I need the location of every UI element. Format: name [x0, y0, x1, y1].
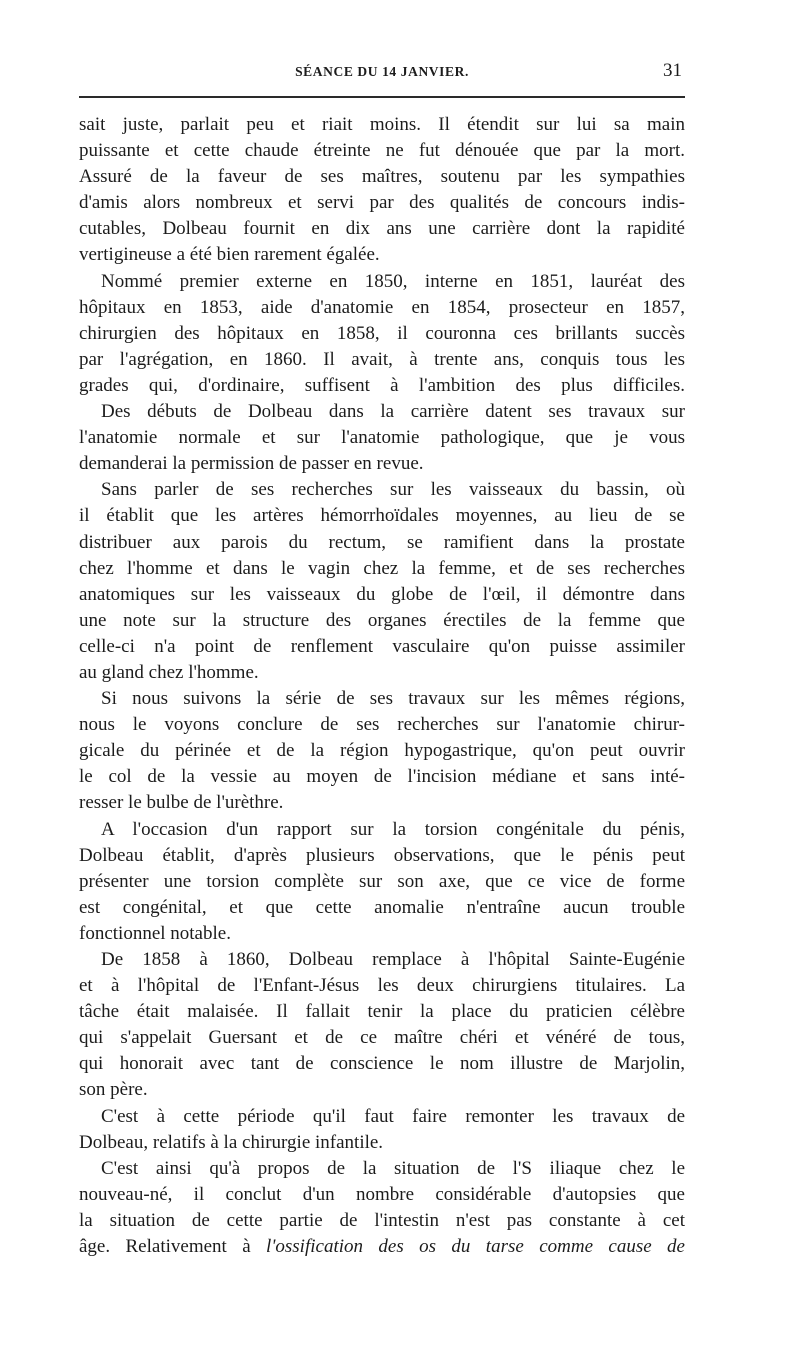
text-line: nous le voyons conclure de ses recherches sur l'anatomie chirur-: [79, 714, 685, 736]
text-line: C'est à cette période qu'il faut faire remonter les travaux de: [101, 1105, 685, 1127]
text-line: une note sur la structure des organes érectiles de la femme que: [79, 609, 685, 631]
text-line: fonctionnel notable.: [79, 922, 231, 944]
text-line: par l'agrégation, en 1860. Il avait, à trente ans, conquis tous les: [79, 348, 685, 370]
text-line: anatomiques sur les vaisseaux du globe de l'œil, il démontre dans: [79, 583, 685, 605]
text-line: Des débuts de Dolbeau dans la carrière datent ses travaux sur: [101, 401, 685, 423]
header-rule: [79, 96, 685, 98]
text-line: l'anatomie normale et sur l'anatomie pathologique, que je vous: [79, 427, 685, 449]
text-line: Dolbeau établit, d'après plusieurs observations, que le pénis peut: [79, 844, 685, 866]
text-line: est congénital, et que cette anomalie n'entraîne aucun trouble: [79, 896, 685, 918]
text-line: grades qui, d'ordinaire, suffisent à l'ambition des plus difficiles.: [79, 374, 685, 396]
text-line: présenter une torsion complète sur son axe, que ce vice de forme: [79, 870, 685, 892]
text-line: cutables, Dolbeau fournit en dix ans une carrière dont la rapidité: [79, 218, 685, 240]
text-line: distribuer aux parois du rectum, se ramifient dans la prostate: [79, 531, 685, 553]
text-line: Dolbeau, relatifs à la chirurgie infantile.: [79, 1131, 384, 1153]
text-line: hôpitaux en 1853, aide d'anatomie en 1854, prosecteur en 1857,: [79, 296, 685, 318]
text-roman: âge. Relativement à: [79, 1236, 267, 1258]
text-line: Sans parler de ses recherches sur les vaisseaux du bassin, où: [101, 479, 685, 501]
text-line: celle-ci n'a point de renflement vasculaire qu'on puisse assimiler: [79, 635, 685, 657]
text-line: C'est ainsi qu'à propos de la situation de l'S iliaque chez le: [101, 1157, 685, 1179]
text-line: demanderai la permission de passer en revue.: [79, 453, 424, 475]
text-line: sait juste, parlait peu et riait moins. Il étendit sur lui sa main: [79, 114, 685, 135]
running-title: SÉANCE DU 14 JANVIER.: [295, 64, 469, 79]
text-line: Assuré de la faveur de ses maîtres, soutenu par les sympathies: [79, 166, 685, 188]
text-line: qui honorait avec tant de conscience le nom illustre de Marjolin,: [79, 1053, 685, 1075]
text-line: son père.: [79, 1079, 148, 1101]
text-line: Si nous suivons la série de ses travaux sur les mêmes régions,: [101, 688, 685, 710]
text-line: Nommé premier externe en 1850, interne en 1851, lauréat des: [101, 270, 685, 292]
text-line: au gland chez l'homme.: [79, 661, 259, 683]
text-line: chirurgien des hôpitaux en 1858, il couronna ces brillants succès: [79, 322, 685, 344]
text-line-mixed: [79, 1234, 685, 1260]
page-header: [79, 60, 685, 86]
text-line: le col de la vessie au moyen de l'incision médiane et sans inté-: [79, 766, 685, 788]
page-number: 31: [663, 60, 682, 81]
body-text: [79, 112, 685, 1260]
text-line: gicale du périnée et de la région hypogastrique, qu'on peut ouvrir: [79, 740, 685, 762]
text-line: resser le bulbe de l'urèthre.: [79, 792, 284, 814]
text-line: puissante et cette chaude étreinte ne fut dénouée que par la mort.: [79, 140, 685, 162]
text-line: A l'occasion d'un rapport sur la torsion congénitale du pénis,: [101, 818, 685, 840]
text-line: la situation de cette partie de l'intestin n'est pas constante à cet: [79, 1209, 685, 1231]
text-line: qui s'appelait Guersant et de ce maître chéri et vénéré de tous,: [79, 1027, 685, 1049]
text-line: chez l'homme et dans le vagin chez la femme, et de ses recherches: [79, 557, 685, 579]
text-line: il établit que les artères hémorrhoïdales moyennes, au lieu de se: [79, 505, 685, 527]
text-line: nouveau-né, il conclut d'un nombre considérable d'autopsies que: [79, 1183, 685, 1205]
text-line: tâche était malaisée. Il fallait tenir la place du praticien célèbre: [79, 1001, 685, 1023]
text-line: vertigineuse a été bien rarement égalée.: [79, 244, 380, 266]
text-line: et à l'hôpital de l'Enfant-Jésus les deux chirurgiens titulaires. La: [79, 975, 685, 997]
text-line: De 1858 à 1860, Dolbeau remplace à l'hôpital Sainte-Eugénie: [101, 949, 685, 970]
text-line: d'amis alors nombreux et servi par des qualités de concours indis-: [79, 192, 685, 214]
text-italic: l'ossification des os du tarse comme cause de: [266, 1236, 685, 1258]
